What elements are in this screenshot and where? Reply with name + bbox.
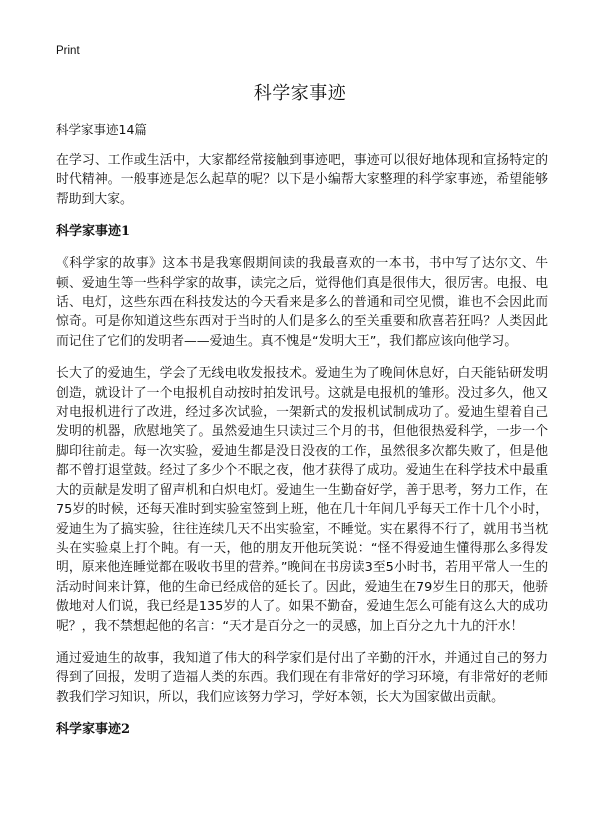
section-heading-1: 科学家事迹1 (56, 224, 131, 240)
section-1-paragraph-2: 长大了的爱迪生，学会了无线电收发报技术。爱迪生为了晚间休息好，白天能钻研发明创造，就设计了一个电报机自动按时拍发讯号。这就是电报机的雏形。没过多久，他又对电报机进行了改进，经过多次试验，一架新式的发报机试制成功了。爱迪生望着自己发明的机器，欣慰地笑了。虽然爱迪生只读过三个月的书，但他很热爱科学，一步一个脚印往前走。每一次实验，爱迪生都是没日没夜的工作，虽然很多次都失败了，但是他都不曾打退堂鼓。经过了多少个不眠之夜，他才获得了成功。爱迪生在科学技术中最重大的贡献是发明了留声机和白炽电灯。爱迪生一生勤奋好学，善于思考，努力工作，在75岁的时候，还每天准时到实验室签到上班，他在几十年间几乎每天工作十几个小时，爱迪生为了搞实验，往往连续几天不出实验室，不睡觉。实在累得不行了，就用书当枕头在实验桌上打个盹。有一天，他的朋友开他玩笑说：“怪不得爱迪生懂得那么多得发明，原来他连睡觉都在吸收书里的营养。”晚间在书房读3至5小时书，若用平常人一生的活动时间来计算，他的生命已经成倍的延长了。因此，爱迪生在79岁生日的那天，他骄傲地对人们说，我已经是135岁的人了。如果不勤奋，爱迪生怎么可能有这么大的成功呢？，我不禁想起他的名言：“天才是百分之一的灵感，加上百分之九十九的汗水！ (56, 366, 548, 634)
section-heading-2: 科学家事迹2 (56, 722, 131, 738)
document-body (56, 120, 548, 752)
page-title: 科学家事迹 (253, 83, 347, 104)
section-1-paragraph-3: 通过爱迪生的故事，我知道了伟大的科学家们是付出了辛勤的汗水，并通过自己的努力得到了回报，发明了造福人类的东西。我们现在有非常好的学习环境，有非常好的老师教我们学习知识，所以，我们应该努力学习，学好本领，长大为国家做出贡献。 (56, 650, 548, 705)
section-1-paragraph-1: 《科学家的故事》这本书是我寒假期间读的我最喜欢的一本书，书中写了达尔文、牛顿、爱迪生等一些科学家的故事，读完之后，觉得他们真是很伟大，很厉害。电报、电话、电灯，这些东西在科技发达的今天看来是多么的普通和司空见惯，谁也不会因此而惊奇。可是你知道这些东西对于当时的人们是多么的至关重要和欣喜若狂吗？人类因此而记住了它们的发明者——爱迪生。真不愧是“发明大王”，我们都应该向他学习。 (56, 256, 548, 349)
print-link[interactable]: Print (56, 45, 80, 57)
intro-paragraph: 在学习、工作或生活中，大家都经常接触到事迹吧，事迹可以很好地体现和宣扬特定的时代精神。一般事迹是怎么起草的呢？以下是小编帮大家整理的科学家事迹，希望能够帮助到大家。 (56, 153, 548, 207)
document-subtitle: 科学家事迹14篇 (56, 122, 147, 137)
